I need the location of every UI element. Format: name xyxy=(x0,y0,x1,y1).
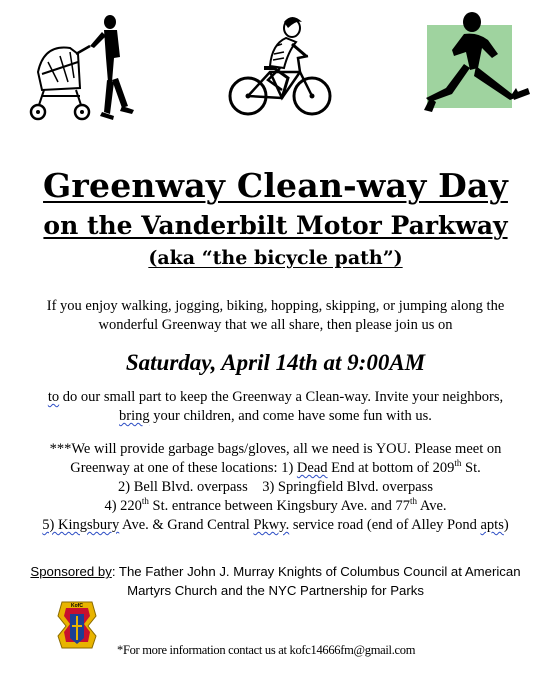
intro-paragraph xyxy=(0,297,551,335)
locations-line-3: 2) Bell Blvd. overpass 3) Springfield Blvd. overpass xyxy=(118,479,433,495)
invite-line-2 xyxy=(0,407,551,426)
locations-line-2 xyxy=(0,459,551,478)
flyer-title: Greenway Clean-way Day xyxy=(43,166,508,205)
locations-line-4 xyxy=(0,497,551,516)
invite-word-to: to xyxy=(47,389,60,405)
flyer-subtitle: on the Vanderbilt Motor Parkway xyxy=(43,211,508,240)
sponsor-line-2: Martyrs Church and the NYC Partnership for Parks xyxy=(127,583,424,598)
stroller-walker-icon xyxy=(24,12,144,126)
invite-line-2-text: your children, and come have some fun with us. xyxy=(149,408,432,424)
locations-line-2-sup: th xyxy=(454,458,462,469)
invite-word-bring: bring xyxy=(119,408,150,424)
locations-line-2-a: Greenway at one of these locations: 1) xyxy=(70,460,297,476)
locations-line-4-b: St. entrance between Kingsbury Ave. and 77 xyxy=(148,498,410,514)
flyer-aka: (aka “the bicycle path”) xyxy=(148,247,403,269)
locations-dead-word: Dead xyxy=(296,460,328,476)
intro-line-1: If you enjoy walking, jogging, biking, hopping, skipping, or jumping along the xyxy=(46,298,505,314)
locations-line-4-c: Ave. xyxy=(417,498,447,514)
intro-line-2: wonderful Greenway that we all share, then please join us on xyxy=(98,317,453,333)
locations-line-4-sup1: th xyxy=(141,496,149,507)
knights-of-columbus-emblem-icon xyxy=(54,598,100,652)
sponsor-line-1 xyxy=(0,562,551,581)
contact-info: *For more information contact us at kofc14666fm@gmail.com xyxy=(117,643,416,657)
sponsor-line-1-text: : The Father John J. Murray Knights of Columbus Council at American xyxy=(111,564,521,579)
cyclist-icon xyxy=(226,14,334,118)
sponsor-block xyxy=(0,562,551,600)
runner-icon xyxy=(416,10,536,126)
sponsor-label: Sponsored by xyxy=(30,564,112,579)
locations-line-4-sup2: th xyxy=(410,496,418,507)
locations-line-5 xyxy=(0,516,551,535)
locations-line-5-squig: 5) Kingsbury xyxy=(42,517,120,533)
emblem-text: KofC xyxy=(71,603,83,609)
invite-line-1 xyxy=(0,388,551,407)
locations-line-2-b: End at bottom of 209 xyxy=(327,460,455,476)
locations-line-5-squig3: apts xyxy=(480,517,504,533)
locations-line-4-a: 4) 220 xyxy=(104,498,142,514)
locations-line-1: ***We will provide garbage bags/gloves, all we need is YOU. Please meet on xyxy=(49,441,502,457)
event-date: Saturday, April 14th at 9:00AM xyxy=(125,350,426,375)
locations-line-5-b: service road (end of Alley Pond xyxy=(289,517,481,533)
locations-line-5-c: ) xyxy=(503,517,509,533)
invite-line-1-text: do our small part to keep the Greenway a Clean-way. Invite your neighbors, xyxy=(59,389,504,405)
locations-line-2-c: St. xyxy=(461,460,481,476)
locations-line-5-squig2: Pkwy. xyxy=(253,517,290,533)
locations-paragraph xyxy=(0,440,551,535)
locations-line-5-a: Ave. & Grand Central xyxy=(119,517,254,533)
invite-paragraph xyxy=(0,388,551,426)
